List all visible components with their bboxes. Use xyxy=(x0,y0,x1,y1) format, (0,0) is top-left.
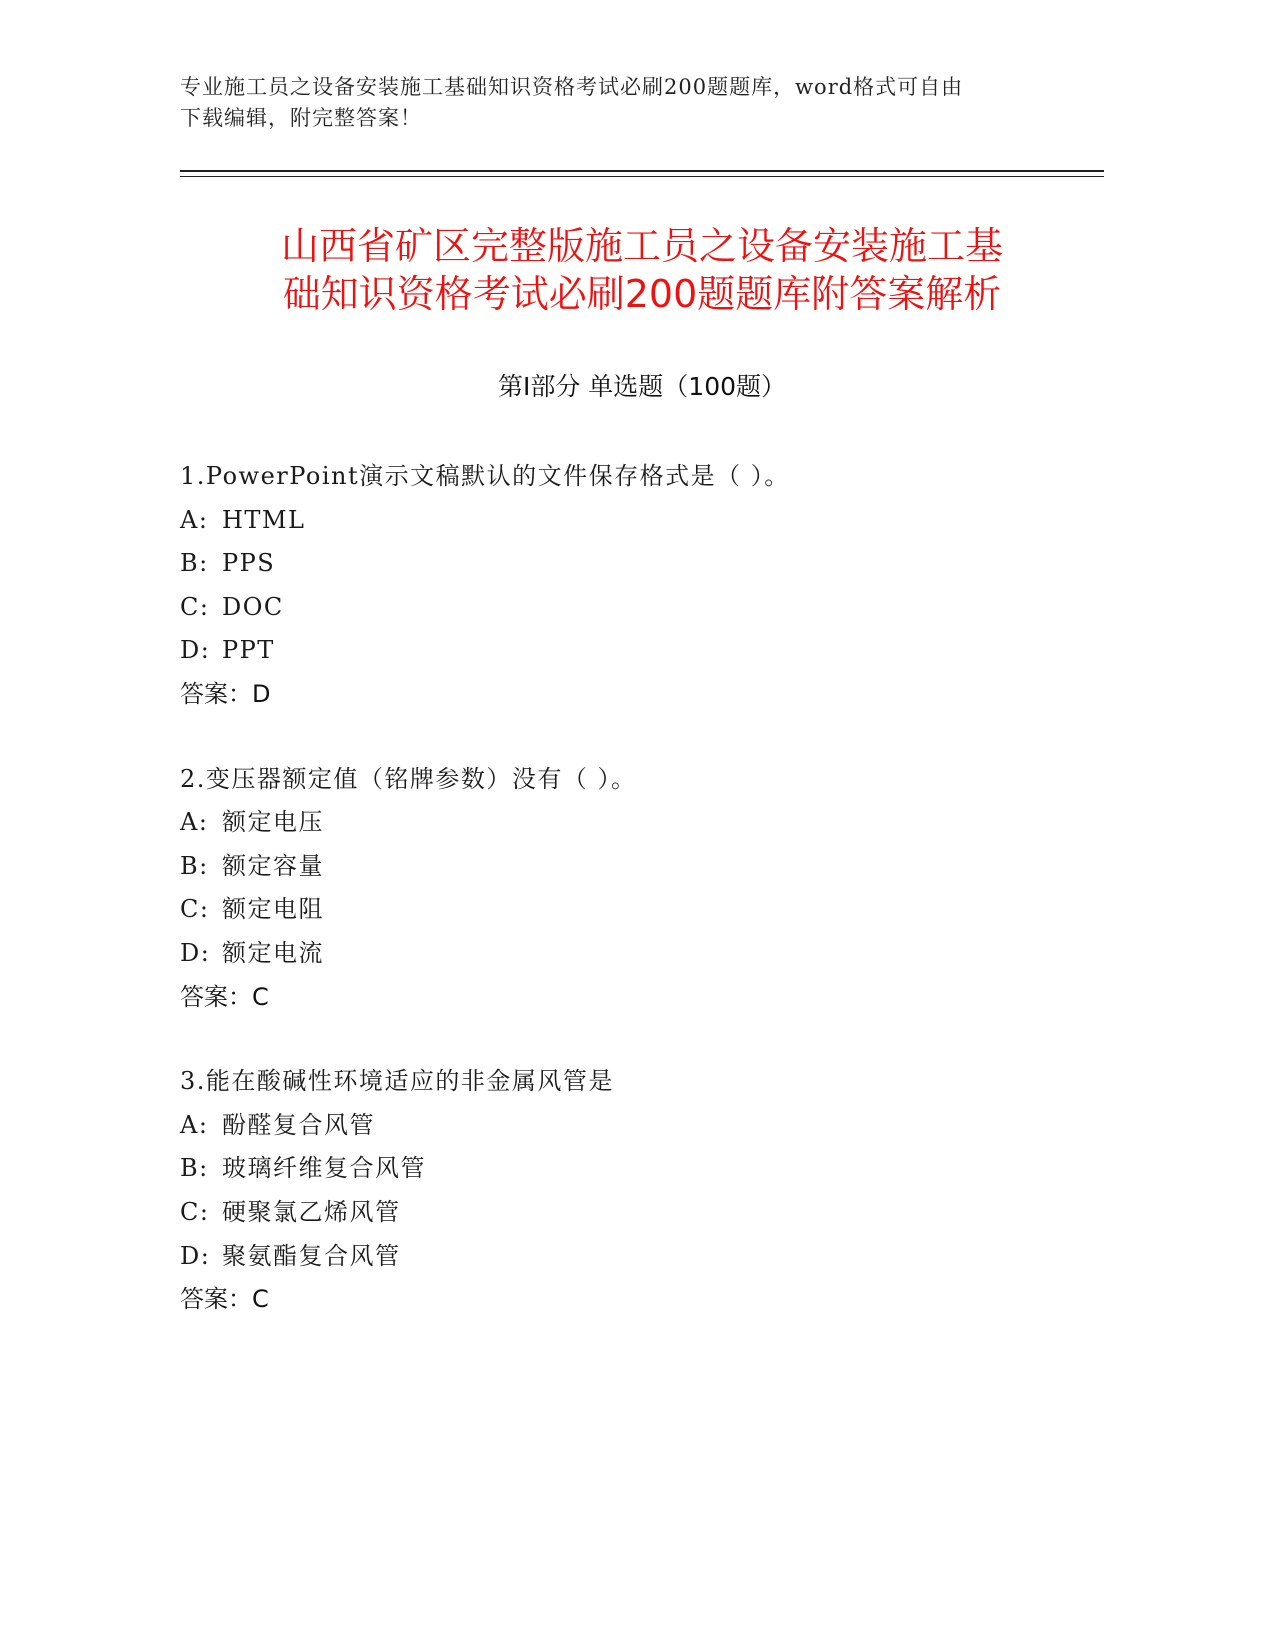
answer xyxy=(180,673,1104,717)
question-number: 2. xyxy=(180,764,206,793)
question-stem xyxy=(180,455,1104,499)
option-b xyxy=(180,1147,1104,1191)
answer-label: 答案： xyxy=(180,679,252,708)
answer-value: C xyxy=(252,1285,269,1314)
option-text: PPS xyxy=(222,549,276,578)
answer xyxy=(180,976,1104,1020)
document-title-line-2: 础知识资格考试必刷200题题库附答案解析 xyxy=(282,272,1002,316)
option-c xyxy=(180,586,1104,630)
option-d xyxy=(180,932,1104,976)
header-divider-thin xyxy=(180,176,1104,177)
option-text: 额定电压 xyxy=(222,808,324,837)
option-text: 额定电阻 xyxy=(222,895,324,924)
option-text: DOC xyxy=(222,592,284,621)
document-title-line-1: 山西省矿区完整版施工员之设备安装施工基 xyxy=(280,224,1003,268)
question-text: 变压器额定值（铭牌参数）没有（ ）。 xyxy=(205,764,637,793)
option-key: A: xyxy=(180,1110,209,1139)
option-key: B: xyxy=(180,851,209,880)
header-note xyxy=(180,72,1040,134)
option-c xyxy=(180,888,1104,932)
question-text: PowerPoint演示文稿默认的文件保存格式是（ ）。 xyxy=(205,462,790,490)
option-text: 额定容量 xyxy=(222,851,324,880)
option-d xyxy=(180,1235,1104,1279)
option-key: D: xyxy=(180,636,211,665)
header-note-line-1: 专业施工员之设备安装施工基础知识资格考试必刷200题题库，word格式可自由 xyxy=(180,75,964,99)
question-stem xyxy=(180,1060,1104,1104)
section-title: 第Ⅰ部分 单选题（100题） xyxy=(497,372,787,401)
option-key: A: xyxy=(180,505,209,534)
question-3 xyxy=(180,1060,1104,1322)
option-a xyxy=(180,499,1104,543)
answer-label: 答案： xyxy=(180,982,252,1011)
answer-label: 答案： xyxy=(180,1285,252,1314)
option-key: D: xyxy=(180,1241,211,1270)
option-key: C: xyxy=(180,1197,210,1226)
header-note-line-2: 下载编辑，附完整答案！ xyxy=(180,106,422,130)
answer-value: D xyxy=(252,679,271,708)
option-a xyxy=(180,1104,1104,1148)
question-number: 3. xyxy=(180,1067,206,1096)
option-key: B: xyxy=(180,549,209,578)
option-b xyxy=(180,542,1104,586)
option-key: C: xyxy=(180,592,210,621)
option-text: 玻璃纤维复合风管 xyxy=(222,1154,426,1183)
option-d xyxy=(180,629,1104,673)
question-1 xyxy=(180,455,1104,717)
option-text: PPT xyxy=(222,636,275,665)
option-text: 硬聚氯乙烯风管 xyxy=(222,1197,401,1226)
document-title xyxy=(180,222,1104,318)
question-list xyxy=(180,455,1104,1363)
option-text: 额定电流 xyxy=(222,938,324,967)
question-2 xyxy=(180,758,1104,1020)
question-stem xyxy=(180,758,1104,802)
answer xyxy=(180,1278,1104,1322)
option-key: C: xyxy=(180,895,210,924)
header-divider-thick xyxy=(180,170,1104,172)
option-key: D: xyxy=(180,938,211,967)
question-text: 能在酸碱性环境适应的非金属风管是 xyxy=(205,1067,614,1096)
option-text: HTML xyxy=(222,505,306,534)
option-a xyxy=(180,801,1104,845)
question-number: 1. xyxy=(180,462,206,490)
option-key: A: xyxy=(180,808,209,837)
option-text: 酚醛复合风管 xyxy=(222,1110,375,1139)
answer-value: C xyxy=(252,982,269,1011)
option-text: 聚氨酯复合风管 xyxy=(222,1241,401,1270)
option-c xyxy=(180,1191,1104,1235)
option-b xyxy=(180,845,1104,889)
option-key: B: xyxy=(180,1154,209,1183)
